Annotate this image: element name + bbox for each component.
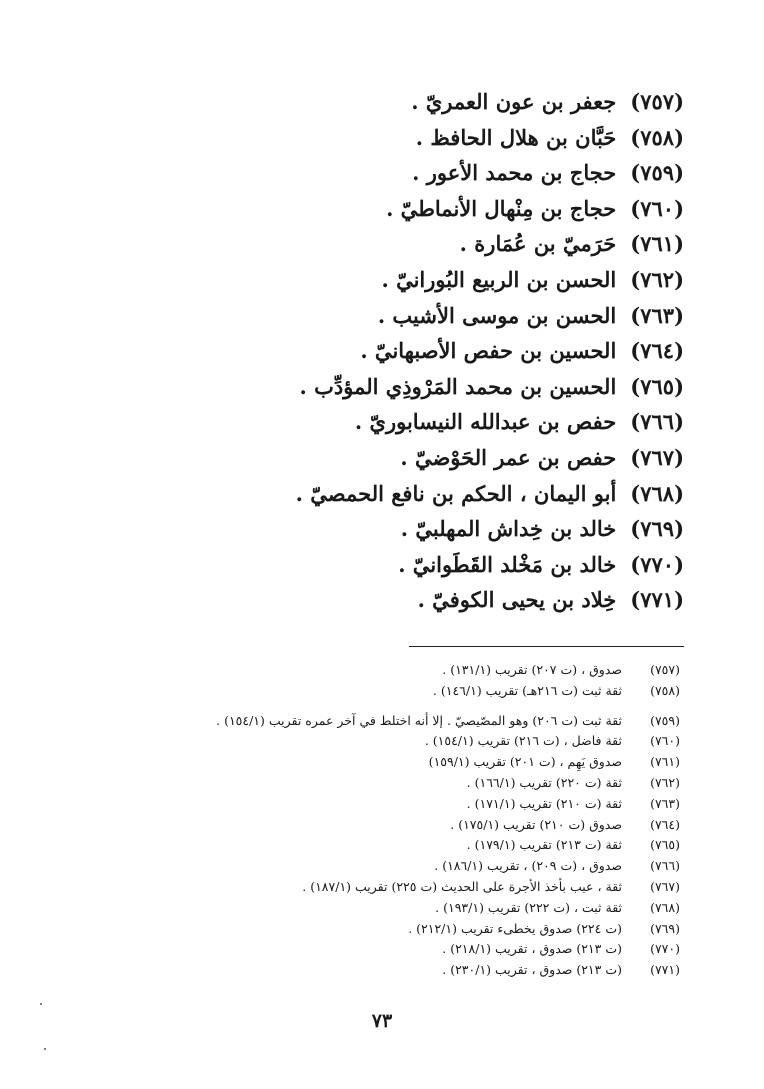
footnotes: [80, 660, 680, 981]
footnote-text: صدوق ، (ت ٢٠٧) تقريب (١٣١/١) .: [442, 662, 622, 677]
footnote-text: ثقة ، عيب بأخذ الأجرة على الحديث (ت ٢٢٥) تقريب (١٨٧/١) .: [302, 878, 622, 894]
entry-number: (٧٦٥): [630, 373, 684, 399]
narrator-entry: [84, 84, 684, 120]
narrator-entry: [84, 333, 684, 369]
footnote: [80, 711, 680, 732]
footnote-number: (٧٦٣): [650, 795, 680, 811]
footnote-text: ثقة ثبت (ت ٢٠٦) وهو المصّيصيّ . إلا أنه اختلط في آخر عمره تقريب (١٥٤/١) .: [216, 712, 622, 728]
footnote: [80, 856, 680, 877]
footnote: [80, 794, 680, 815]
footnote: [80, 773, 680, 794]
footnote-text: (ت ٢١٣) صدوق ، تقريب (٢١٨/١) .: [442, 941, 622, 957]
footnote-text: ثقة (ت ٢١٣) تقريب (١٧٩/١) .: [466, 837, 622, 853]
entry-number: (٧٦١): [630, 231, 684, 257]
footnote-number: (٧٦٥): [650, 837, 680, 853]
narrator-entry: [84, 547, 684, 583]
footnote-number: (٧٥٧): [650, 662, 680, 677]
entry-number: (٧٦٢): [630, 266, 684, 292]
footnote-number: (٧٥٩): [650, 712, 680, 728]
entry-name: أبو اليمان ، الحكم بن نافع الحمصيّ .: [295, 480, 617, 506]
page-number: ٧٣: [371, 1010, 393, 1032]
footnote-number: (٧٦٨): [650, 899, 680, 915]
entry-name: حَرَميّ بن عُمَارة .: [459, 231, 617, 257]
footnote-text: صدوق ، (ت ٢٠٩) ، تقريب (١٨٦/١) .: [434, 858, 622, 874]
footnote: [80, 877, 680, 898]
entry-name: الحسين بن حفص الأصبهانيّ .: [360, 338, 617, 364]
footnote-number: (٧٧٠): [650, 941, 680, 957]
narrator-entry: [84, 155, 684, 191]
entry-number: (٧٦٣): [630, 302, 684, 328]
entry-number: (٧٦٠): [630, 195, 684, 221]
footnote: [80, 835, 680, 856]
footnote-divider: [409, 646, 684, 647]
footnote: [80, 919, 680, 940]
narrator-entry: [84, 511, 684, 547]
footnote-number: (٧٦٩): [650, 920, 680, 936]
entry-name: حجاج بن محمد الأعور .: [412, 160, 617, 186]
entry-name: جعفر بن عون العمريّ .: [411, 89, 617, 114]
entry-number: (٧٦٧): [630, 444, 684, 470]
entry-number: (٧٦٩): [630, 516, 684, 542]
footnote-number: (٧٦٧): [650, 878, 680, 894]
narrator-entry: [84, 440, 684, 476]
entry-name: حَبَّان بن هلال الحافظ .: [415, 124, 617, 150]
footnote-number: (٧٦٤): [650, 816, 680, 832]
footnote: [80, 960, 680, 981]
footnote-text: صدوق يَهِم ، (ت ٢٠١) تقريب (١٥٩/١): [428, 754, 622, 770]
footnote: [80, 731, 680, 752]
footnote-text: ثقة ثبت ، (ت ٢٢٢) تقريب (١٩٣/١) .: [435, 899, 622, 915]
narrator-entry: [84, 191, 684, 227]
footnote-text: صدوق (ت ٢١٠) تقريب (١٧٥/١) .: [450, 816, 622, 832]
entry-number: (٧٥٨): [630, 124, 684, 150]
entry-name: خِلاد بن يحيى الكوفيّ .: [417, 587, 617, 613]
narrator-entry: [84, 582, 684, 618]
narrator-list: [84, 84, 684, 618]
entry-name: الحسين بن محمد المَرْوذِي المؤدِّب .: [299, 373, 617, 399]
entry-name: حفص بن عمر الحَوْضيّ .: [400, 444, 617, 470]
narrator-entry: [84, 369, 684, 405]
entry-name: خالد بن خِداش المهلبيّ .: [400, 516, 617, 542]
entry-number: (٧٥٩): [630, 160, 684, 186]
entry-name: خالد بن مَخْلد القَطَوانيّ .: [398, 551, 617, 577]
entry-name: حفص بن عبدالله النيسابوريّ .: [354, 409, 617, 435]
footnote-text: ثقة فاضل ، (ت ٢١٦) تقريب (١٥٤/١) .: [424, 733, 622, 749]
entry-number: (٧٦٨): [630, 480, 684, 506]
footnote-text: ثقة ثبت (ت ٢١٦هـ) تقريب (١٤٦/١) .: [432, 682, 622, 698]
footnote-text: (ت ٢٢٤) صدوق يخطىء تقريب (٢١٢/١) .: [408, 920, 622, 936]
footnote: [80, 898, 680, 919]
footnote: [80, 752, 680, 773]
footnote-text: (ت ٢١٣) صدوق ، تقريب (٢٣٠/١) .: [442, 962, 622, 978]
footnote: [80, 939, 680, 960]
footnote-number: (٧٧١): [650, 962, 680, 978]
footnote-number: (٧٥٨): [650, 682, 680, 698]
narrator-entry: [84, 226, 684, 262]
entry-number: (٧٧١): [630, 587, 684, 613]
narrator-entry: [84, 120, 684, 156]
narrator-entry: [84, 298, 684, 334]
narrator-entry: [84, 404, 684, 440]
footnote-number: (٧٦٠): [650, 733, 680, 749]
narrator-entry: [84, 262, 684, 298]
footnote: [80, 681, 680, 702]
scan-speck: [40, 1003, 42, 1005]
entry-number: (٧٥٧): [630, 89, 684, 114]
footnote: [80, 660, 680, 681]
footnote-text: ثقة (ت ٢١٠) تقريب (١٧١/١) .: [466, 795, 622, 811]
narrator-entry: [84, 476, 684, 512]
entry-name: حجاج بن مِنْهال الأنماطيّ .: [386, 195, 617, 221]
entry-number: (٧٦٤): [630, 338, 684, 364]
footnote-number: (٧٦١): [650, 754, 680, 770]
footnote-number: (٧٦٢): [650, 774, 680, 790]
entry-number: (٧٦٦): [630, 409, 684, 435]
scan-speck: [44, 1048, 46, 1050]
footnote: [80, 815, 680, 836]
entry-number: (٧٧٠): [630, 551, 684, 577]
entry-name: الحسن بن موسى الأشيب .: [377, 302, 617, 328]
entry-name: الحسن بن الربيع البُورانيّ .: [381, 266, 617, 292]
footnote-number: (٧٦٦): [650, 858, 680, 874]
footnote-text: ثقة (ت ٢٢٠) تقريب (١٦٦/١) .: [466, 774, 622, 790]
